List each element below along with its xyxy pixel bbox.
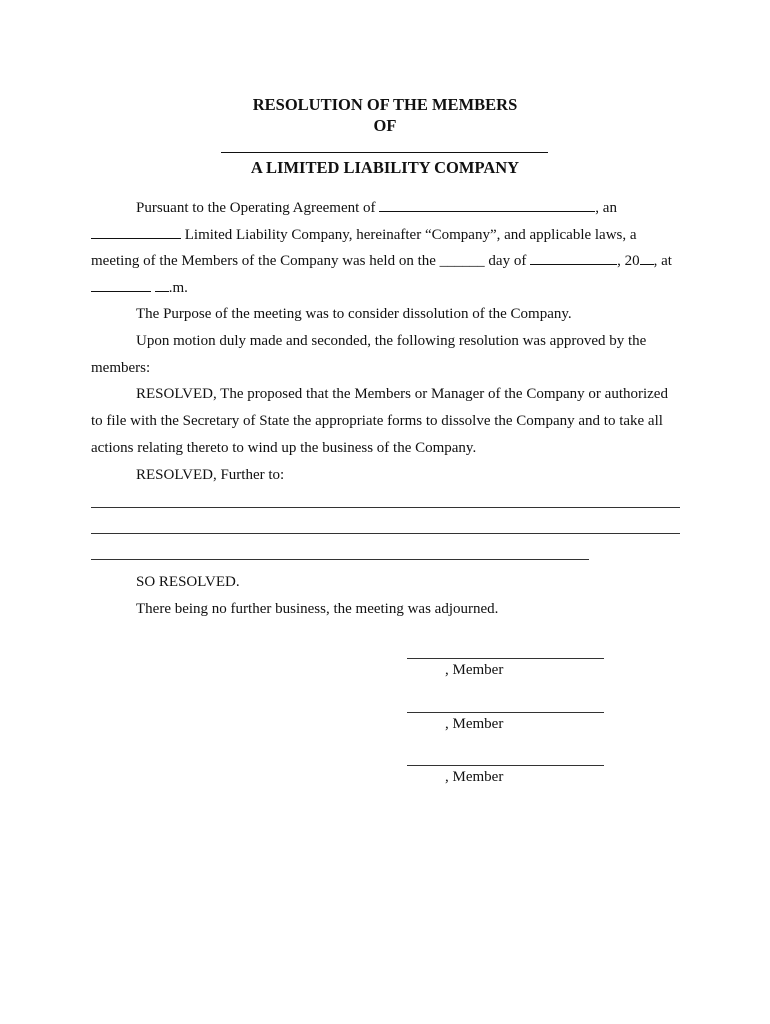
motion-paragraph-line-1: Upon motion duly made and seconded, the following resolution was approved by the bbox=[136, 333, 647, 349]
paragraph-1-text-e: , 20 bbox=[617, 253, 640, 269]
paragraph-1-text-g: .m. bbox=[168, 280, 188, 296]
document-title-line-1: RESOLUTION OF THE MEMBERS bbox=[252, 95, 518, 114]
document-title-line-2: OF bbox=[373, 116, 397, 135]
time-blank[interactable] bbox=[91, 279, 151, 292]
paragraph-1-line-1 bbox=[136, 199, 617, 217]
member-signature-label-3: , Member bbox=[445, 769, 504, 785]
member-signature-line-1[interactable] bbox=[407, 658, 604, 659]
paragraph-1-line-4 bbox=[91, 279, 188, 297]
operating-agreement-blank[interactable] bbox=[379, 199, 595, 212]
motion-paragraph-line-2: members: bbox=[91, 360, 151, 376]
paragraph-1-text-b: , an bbox=[595, 200, 617, 216]
member-signature-line-2[interactable] bbox=[407, 712, 604, 713]
year-blank[interactable] bbox=[640, 252, 654, 265]
further-resolution-line-2[interactable] bbox=[91, 533, 680, 534]
paragraph-1-line-2 bbox=[91, 226, 637, 244]
member-signature-line-3[interactable] bbox=[407, 765, 604, 766]
resolved-further: RESOLVED, Further to: bbox=[136, 467, 285, 483]
paragraph-1-text-f: , at bbox=[653, 253, 672, 269]
purpose-paragraph: The Purpose of the meeting was to consider dissolution of the Company. bbox=[136, 306, 572, 322]
adjourned-text: There being no further business, the meeting was adjourned. bbox=[136, 601, 499, 617]
company-name-blank[interactable] bbox=[221, 152, 548, 153]
resolved-paragraph-line-1: RESOLVED, The proposed that the Members or Manager of the Company or authorized bbox=[136, 386, 668, 402]
resolved-paragraph-line-2: to file with the Secretary of State the appropriate forms to dissolve the Company and to take all bbox=[91, 413, 663, 429]
document-title-line-3: A LIMITED LIABILITY COMPANY bbox=[250, 158, 520, 177]
paragraph-1-line-3 bbox=[91, 252, 672, 270]
member-signature-label-1: , Member bbox=[445, 662, 504, 678]
further-resolution-line-3[interactable] bbox=[91, 559, 589, 560]
paragraph-1-text-c: Limited Liability Company, hereinafter “Company”, and applicable laws, a bbox=[184, 227, 637, 243]
month-blank[interactable] bbox=[530, 252, 617, 265]
so-resolved: SO RESOLVED. bbox=[136, 574, 240, 590]
member-signature-label-2: , Member bbox=[445, 716, 504, 732]
resolved-paragraph-line-3: actions relating thereto to wind up the business of the Company. bbox=[91, 440, 477, 456]
paragraph-1-text-a: Pursuant to the Operating Agreement of bbox=[136, 200, 376, 216]
paragraph-1-text-d: meeting of the Members of the Company was held on the ______ day of bbox=[91, 253, 527, 269]
state-blank[interactable] bbox=[91, 226, 181, 239]
further-resolution-line-1[interactable] bbox=[91, 507, 680, 508]
am-pm-blank[interactable] bbox=[155, 279, 169, 292]
